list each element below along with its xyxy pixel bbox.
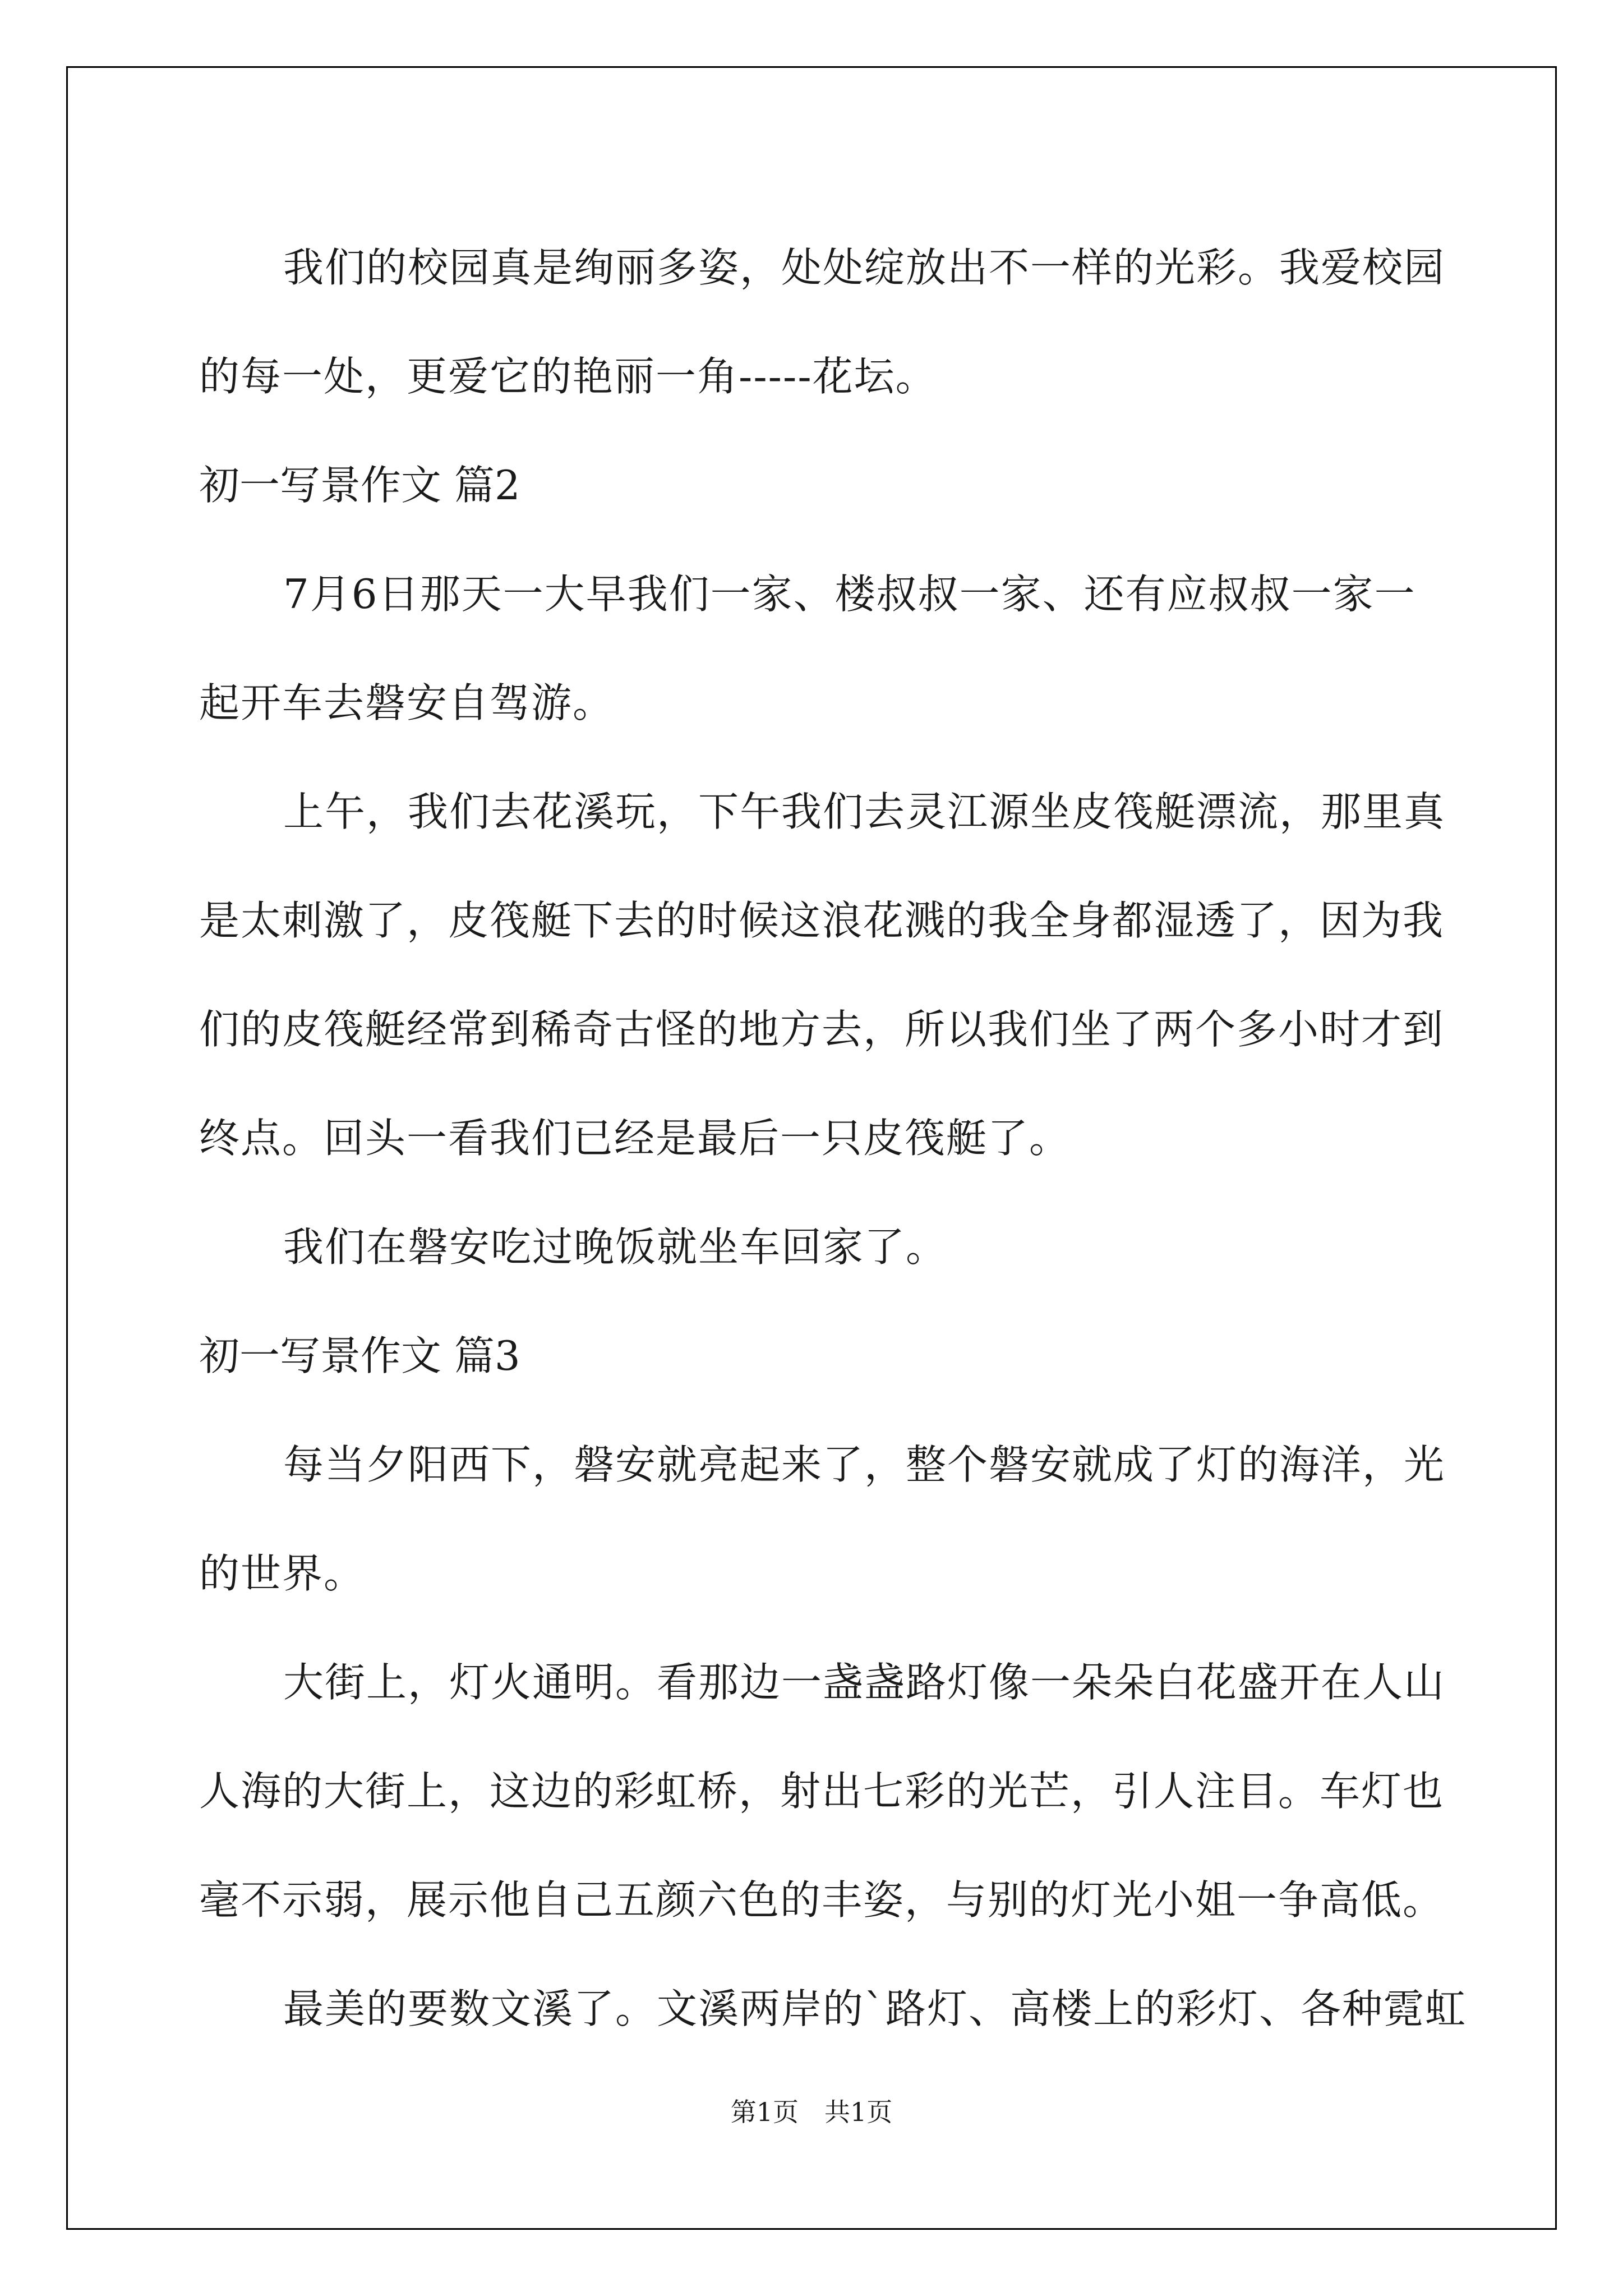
text-line: 7月6日那天一大早我们一家、楼叔叔一家、还有应叔叔一家一 [283, 570, 1416, 618]
page-footer: 第1页 共1页 [730, 2097, 893, 2127]
text-line: 最美的要数文溪了。文溪两岸的`路灯、高楼上的彩灯、各种霓虹 [283, 1985, 1467, 2032]
paragraph [199, 540, 1441, 757]
text-line: 每当夕阳西下，磐安就亮起来了，整个磐安就成了灯的海洋，光 [283, 1441, 1446, 1488]
text-line: 我们在磐安吃过晚饭就坐车回家了。 [283, 1223, 948, 1271]
paragraph [199, 1628, 1446, 1954]
section-heading [199, 431, 1441, 540]
text-line: 我们的校园真是绚丽多姿，处处绽放出不一样的光彩。我爱校园 [283, 244, 1446, 291]
document-body [199, 213, 1467, 2063]
paragraph [199, 1954, 1467, 2063]
text-line: 人海的大街上，这边的彩虹桥，射出七彩的光芒，引人注目。车灯也 [199, 1768, 1445, 1815]
text-line: 是太刺激了，皮筏艇下去的时候这浪花溅的我全身都湿透了，因为我 [199, 897, 1445, 944]
section-heading [199, 1301, 1441, 1410]
heading-text: 初一写景作文 篇3 [199, 1332, 520, 1379]
paragraph [199, 1410, 1446, 1628]
heading-text: 初一写景作文 篇2 [199, 462, 520, 509]
paragraph [199, 213, 1446, 431]
paragraph [199, 757, 1446, 1193]
text-line: 们的皮筏艇经常到稀奇古怪的地方去，所以我们坐了两个多小时才到 [199, 1006, 1445, 1053]
text-line: 的每一处，更爱它的艳丽一角-----花坛。 [199, 353, 937, 400]
text-line: 大街上，灯火通明。看那边一盏盏路灯像一朵朵白花盛开在人山 [283, 1659, 1446, 1706]
text-line: 上午，我们去花溪玩，下午我们去灵江源坐皮筏艇漂流，那里真 [283, 788, 1446, 835]
text-line: 终点。回头一看我们已经是最后一只皮筏艇了。 [199, 1115, 1071, 1162]
text-line: 起开车去磐安自驾游。 [199, 679, 615, 726]
text-line: 的世界。 [199, 1550, 366, 1597]
paragraph [199, 1193, 1441, 1301]
text-line: 毫不示弱，展示他自己五颜六色的丰姿，与别的灯光小姐一争高低。 [199, 1876, 1445, 1924]
